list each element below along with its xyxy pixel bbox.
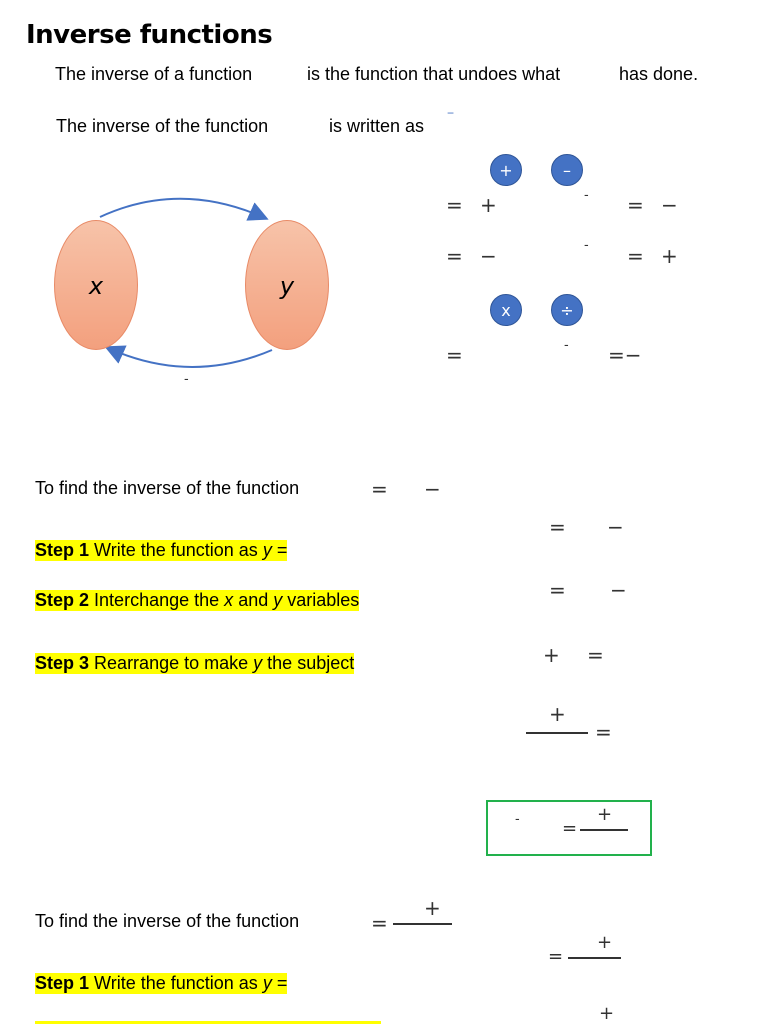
op-row1-op2: − [661, 193, 678, 217]
example2-heading-num: + [424, 896, 441, 920]
example1-step2: Step 2 Interchange the x and y variables [35, 590, 360, 610]
example1-heading-op: − [424, 477, 441, 501]
work1-r4-eq: = [595, 720, 612, 744]
op-row2-eq1: = [446, 244, 463, 268]
example1-step3: Step 3 Rearrange to make y the subject [35, 653, 355, 673]
y-label: y [279, 272, 295, 300]
divide-icon: ÷ [551, 294, 583, 326]
inverse-arrow-mark: - [184, 370, 189, 386]
intro-line2-b: is written as [329, 116, 425, 136]
op-row1-eq2: = [627, 193, 644, 217]
example2-step1: Step 1 Write the function as y = [35, 973, 288, 993]
work1-r4-fraction-bar [526, 732, 588, 734]
answer-fraction-bar [580, 829, 628, 831]
work2-r1-fraction-bar [568, 957, 621, 959]
domain-oval [54, 220, 138, 350]
example1-step1: Step 1 Write the function as y = [35, 540, 288, 560]
op-row1-mark: - [584, 186, 589, 202]
example1-heading-eq: = [371, 477, 388, 501]
example2-fraction-bar [393, 923, 452, 925]
work1-r4-num: + [549, 702, 566, 726]
page-title: Inverse functions [26, 20, 273, 50]
answer-eq: = [562, 818, 578, 839]
answer-num: + [597, 804, 613, 825]
times-icon: x [490, 294, 522, 326]
op-row2-mark: - [584, 236, 589, 252]
intro-line1-c: has done. [619, 64, 699, 84]
op-row1-eq1: = [446, 193, 463, 217]
example2-heading: To find the inverse of the function [35, 911, 300, 931]
op-row2-op2: + [661, 244, 678, 268]
work1-r2-op: − [610, 578, 627, 602]
forward-arrow [100, 199, 265, 218]
example1-heading: To find the inverse of the function [35, 478, 300, 498]
op-row3-eq2: =− [608, 343, 642, 367]
inverse-superscript: − [447, 106, 455, 120]
inverse-arrow [108, 348, 272, 367]
op-row1-op1: + [480, 193, 497, 217]
answer-mark: - [515, 810, 520, 826]
x-label: x [88, 272, 104, 300]
work1-r3-eq: = [587, 643, 604, 667]
op-row3-eq1: = [446, 343, 463, 367]
work2-r2-num: + [599, 1003, 615, 1024]
work1-r1-op: − [607, 515, 624, 539]
minus-icon: – [551, 154, 583, 186]
work1-r2-eq: = [549, 578, 566, 602]
example2-heading-eq: = [371, 911, 388, 935]
intro-line2-a: The inverse of the function [56, 116, 269, 136]
plus-icon: + [490, 154, 522, 186]
range-oval [245, 220, 329, 350]
intro-line1-b: is the function that undoes what [307, 64, 561, 84]
work2-r1-eq: = [548, 946, 564, 967]
work1-r3-op: + [543, 643, 560, 667]
op-row2-eq2: = [627, 244, 644, 268]
work2-r1-num: + [597, 932, 613, 953]
op-row3-mark: - [564, 336, 569, 352]
op-row2-op1: − [480, 244, 497, 268]
work1-r1-eq: = [549, 515, 566, 539]
intro-line1-a: The inverse of a function [55, 64, 253, 84]
